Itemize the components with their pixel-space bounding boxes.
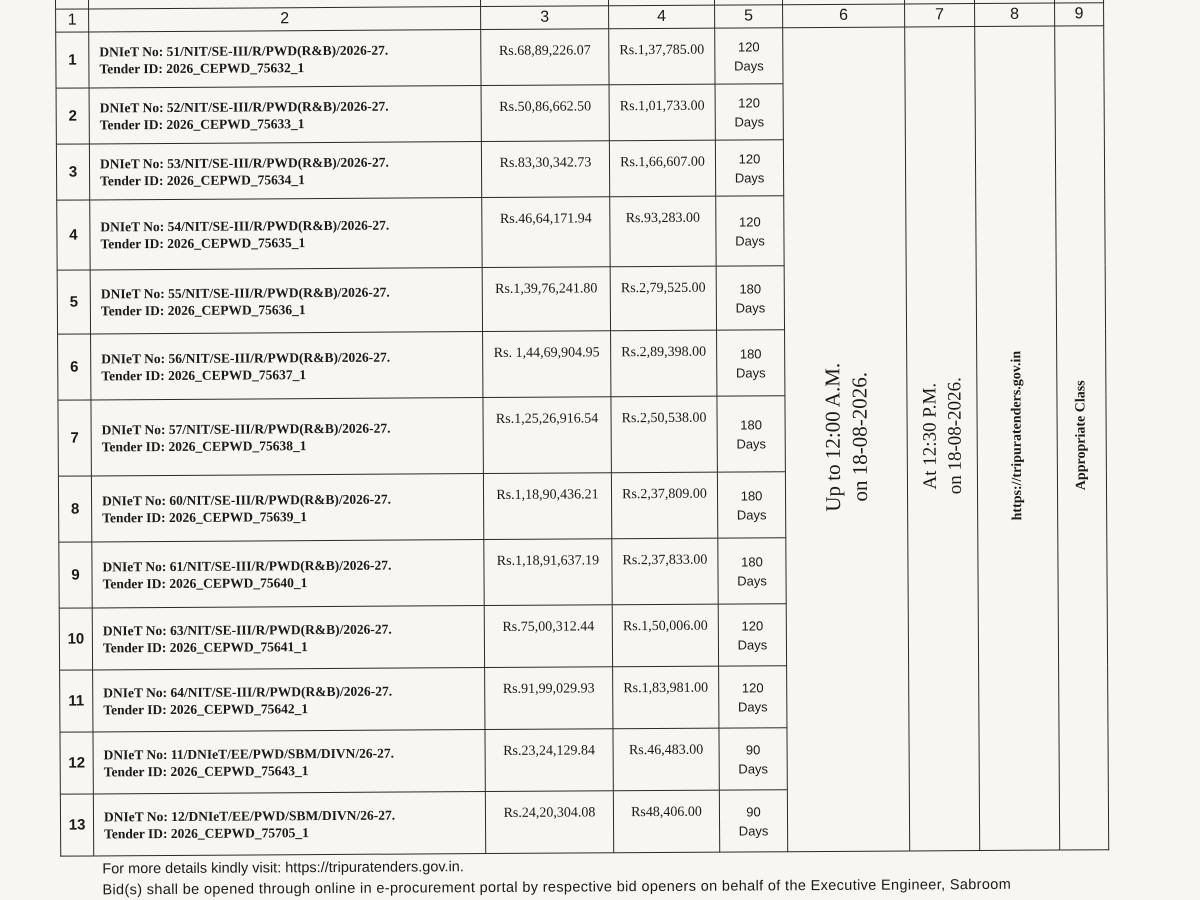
earnest-money-text: Rs.1,66,607.00 [620,154,705,171]
period-value: 120 [738,94,761,110]
serial-number-text: 13 [68,816,86,834]
earnest-money-text: Rs.1,83,981.00 [623,680,709,697]
completion-period [717,396,785,472]
earnest-money [610,266,716,331]
dniet-number: DNIeT No: 64/NIT/SE-III/R/PWD(R&B)/2026-27. [103,683,393,700]
estimated-value-text: Rs.75,00,312.44 [502,619,595,635]
tender-id: Tender ID: 2026_CEPWD_75636_1 [100,301,306,318]
estimated-value [481,85,609,142]
earnest-money [610,196,716,267]
period-value: 180 [740,416,762,432]
estimated-value [482,197,610,268]
tender-id: Tender ID: 2026_CEPWD_75637_1 [101,366,307,383]
serial-number-text: 1 [68,51,77,69]
period-unit: Days [737,698,768,715]
earnest-money-text: Rs.1,37,785.00 [619,42,705,59]
dniet-number: DNIeT No: 60/NIT/SE-III/R/PWD(R&B)/2026-27. [102,491,391,508]
portal-url-text: https://tripuratenders.gov.in [1008,350,1025,521]
serial-number [60,794,93,856]
earnest-money-text: Rs.93,283.00 [625,210,701,227]
estimated-value [483,397,611,474]
serial-number-text: 5 [69,293,79,311]
serial-number [58,400,91,476]
col-number: 6 [783,4,905,28]
col-number: 9 [1055,3,1104,26]
tender-id: Tender ID: 2026_CEPWD_75638_1 [101,437,307,454]
serial-number [56,144,89,200]
serial-number [56,32,89,88]
dniet-number: DNIeT No: 56/NIT/SE-III/R/PWD(R&B)/2026-27. [101,349,391,366]
estimated-value-text: Rs.24,20,304.08 [503,805,596,821]
earnest-money [611,472,717,539]
period-value: 90 [745,741,761,757]
serial-number-text: 2 [68,107,77,125]
earnest-money-text: Rs.2,89,398.00 [621,344,707,361]
estimated-value [483,331,611,398]
opening-line1: At 12:30 P.M. [918,382,941,490]
opening-line2: on 18-08-2026. [943,377,966,495]
dniet-number: DNIeT No: 53/NIT/SE-III/R/PWD(R&B)/2026-27. [99,154,389,171]
estimated-value-text: Rs. 1,44,69,904.95 [493,345,600,361]
work-description [93,668,485,732]
serial-number-text: 12 [68,754,86,772]
period-unit: Days [737,636,768,653]
dniet-number: DNIeT No: 54/NIT/SE-III/R/PWD(R&B)/2026-27. [100,217,390,234]
work-description [93,730,485,794]
serial-number-text: 11 [68,692,85,710]
serial-number-text: 10 [67,630,85,648]
period-unit: Days [734,57,764,74]
estimated-value [482,267,610,332]
serial-number-text: 9 [71,566,80,584]
serial-number-text: 6 [70,358,79,376]
period-unit: Days [734,169,765,186]
col-number: 2 [89,7,481,32]
completion-period [715,84,783,140]
earnest-money [612,538,718,605]
earnest-money-text: Rs.2,37,809.00 [622,486,707,503]
work-description [91,474,483,542]
estimated-value [481,29,609,86]
tender-id: Tender ID: 2026_CEPWD_75641_1 [102,638,308,655]
col-number: 1 [56,9,89,32]
serial-number-text: 8 [70,500,80,518]
period-unit: Days [738,760,769,777]
earnest-money-text: Rs.2,50,538.00 [621,410,707,427]
period-value: 180 [741,553,763,569]
period-unit: Days [735,364,766,381]
estimated-value-text: Rs.83,30,342.73 [499,155,592,171]
period-value: 120 [741,679,764,695]
completion-period [715,28,783,84]
dniet-number: DNIeT No: 61/NIT/SE-III/R/PWD(R&B)/2026-27. [102,557,392,574]
work-description [89,30,481,88]
tender-id: Tender ID: 2026_CEPWD_75639_1 [102,508,307,525]
estimated-value [483,473,611,540]
earnest-money [612,604,718,667]
period-unit: Days [736,435,767,452]
tender-id: Tender ID: 2026_CEPWD_75705_1 [104,824,309,841]
completion-period [715,140,783,196]
deadline-line2: on 18-08-2026. [846,371,872,502]
dniet-number: DNIeT No: 57/NIT/SE-III/R/PWD(R&B)/2026-27. [101,420,391,437]
work-description [89,86,481,144]
serial-number [57,200,90,270]
period-value: 120 [738,213,761,229]
dniet-number: DNIeT No: 52/NIT/SE-III/R/PWD(R&B)/2026-27. [99,98,389,115]
eligible-class-text: Appropriate Class [1073,380,1090,491]
dniet-number: DNIeT No: 51/NIT/SE-III/R/PWD(R&B)/2026-27. [99,42,389,59]
earnest-money-text: Rs48,406.00 [631,804,702,821]
work-description [91,398,483,476]
serial-number [58,334,91,400]
estimated-value [485,729,613,792]
period-value: 90 [746,803,761,819]
period-unit: Days [737,572,767,589]
period-unit: Days [735,299,766,316]
serial-number-text: 4 [69,226,78,244]
col-number: 3 [481,6,609,30]
eligible-class [1055,26,1109,850]
estimated-value [481,141,609,198]
completion-period [719,790,787,852]
period-value: 180 [739,345,762,361]
dniet-number: DNIeT No: 55/NIT/SE-III/R/PWD(R&B)/2026-27. [100,284,390,301]
dniet-number: DNIeT No: 63/NIT/SE-III/R/PWD(R&B)/2026-27. [102,621,392,638]
tender-table [55,0,1109,857]
bid-opening-time [905,27,980,851]
estimated-value-text: Rs.23,24,129.84 [503,743,596,759]
portal-url [975,26,1060,850]
estimated-value [485,667,613,730]
period-unit: Days [736,506,767,523]
footer-bid-opening-note: Bid(s) shall be opened through online in e-procurement portal by respective bid openers on behalf of the Executive Engineer, Sabroom [102,876,1012,899]
earnest-money-text: Rs.1,50,006.00 [622,618,708,635]
period-value: 120 [738,150,761,166]
col-number: 8 [975,3,1055,26]
footer-details-link: For more details kindly visit: https://tripuratenders.gov.in. [102,859,464,878]
work-description [92,540,484,608]
earnest-money-text: Rs.46,483.00 [628,742,704,759]
completion-period [716,196,784,266]
completion-period [717,472,785,538]
col-number: 5 [715,5,783,28]
earnest-money [613,790,719,853]
tender-id: Tender ID: 2026_CEPWD_75632_1 [99,59,305,76]
earnest-money [611,330,717,397]
work-description [90,198,482,270]
tender-id: Tender ID: 2026_CEPWD_75635_1 [100,234,306,251]
estimated-value-text: Rs.1,39,76,241.80 [495,281,598,297]
estimated-value-text: Rs.1,18,91,637.19 [496,553,600,569]
bid-submission-deadline [783,27,910,852]
earnest-money-text: Rs.2,37,833.00 [622,552,708,569]
completion-period [718,538,786,604]
estimated-value-text: Rs.50,86,662.50 [499,99,592,115]
estimated-value-text: Rs.68,89,226.07 [498,43,591,59]
earnest-money [609,28,715,85]
work-description [90,268,482,334]
earnest-money [613,666,719,729]
serial-number [60,732,93,794]
tender-id: Tender ID: 2026_CEPWD_75633_1 [99,115,305,132]
work-description [89,142,481,200]
work-description [91,332,483,400]
estimated-value-text: Rs.1,18,90,436.21 [496,487,599,503]
tender-id: Tender ID: 2026_CEPWD_75642_1 [103,700,309,717]
estimated-value-text: Rs.1,25,26,916.54 [495,411,599,427]
earnest-money [611,396,717,473]
col-number: 4 [609,5,715,29]
estimated-value [484,539,612,606]
estimated-value [485,791,613,854]
earnest-money-text: Rs.1,01,733.00 [619,98,705,115]
serial-number-text: 3 [68,163,78,181]
col-number: 7 [905,4,975,27]
earnest-money [609,84,715,141]
earnest-money [609,140,715,197]
earnest-money-text: Rs.2,79,525.00 [620,280,706,297]
deadline-line1: Up to 12:00 A.M. [819,362,845,512]
completion-period [717,330,785,396]
period-value: 120 [741,617,764,633]
completion-period [719,666,787,728]
period-value: 120 [737,38,760,54]
earnest-money [613,728,719,791]
tender-id: Tender ID: 2026_CEPWD_75640_1 [102,574,308,591]
work-description [92,606,484,670]
estimated-value-text: Rs.46,64,171.94 [499,211,592,227]
estimated-value [484,605,612,668]
tender-id: Tender ID: 2026_CEPWD_75634_1 [100,171,305,188]
serial-number [56,88,89,144]
dniet-number: DNIeT No: 12/DNIeT/EE/PWD/SBM/DIVN/26-27. [103,807,396,824]
period-unit: Days [735,232,765,249]
period-unit: Days [734,113,765,130]
period-value: 180 [740,487,763,503]
work-description [93,792,485,856]
completion-period [718,604,786,666]
tender-id: Tender ID: 2026_CEPWD_75643_1 [103,762,309,779]
completion-period [716,266,784,330]
dniet-number: DNIeT No: 11/DNIeT/EE/PWD/SBM/DIVN/26-27. [103,745,395,762]
serial-number-text: 7 [70,429,79,447]
serial-number [60,670,93,732]
period-value: 180 [739,280,762,296]
table-row [56,26,1104,88]
serial-number [59,608,92,670]
serial-number [58,476,91,542]
completion-period [719,728,787,790]
serial-number [57,270,90,334]
serial-number [59,542,92,608]
estimated-value-text: Rs.91,99,029.93 [502,681,595,697]
period-unit: Days [738,822,769,839]
